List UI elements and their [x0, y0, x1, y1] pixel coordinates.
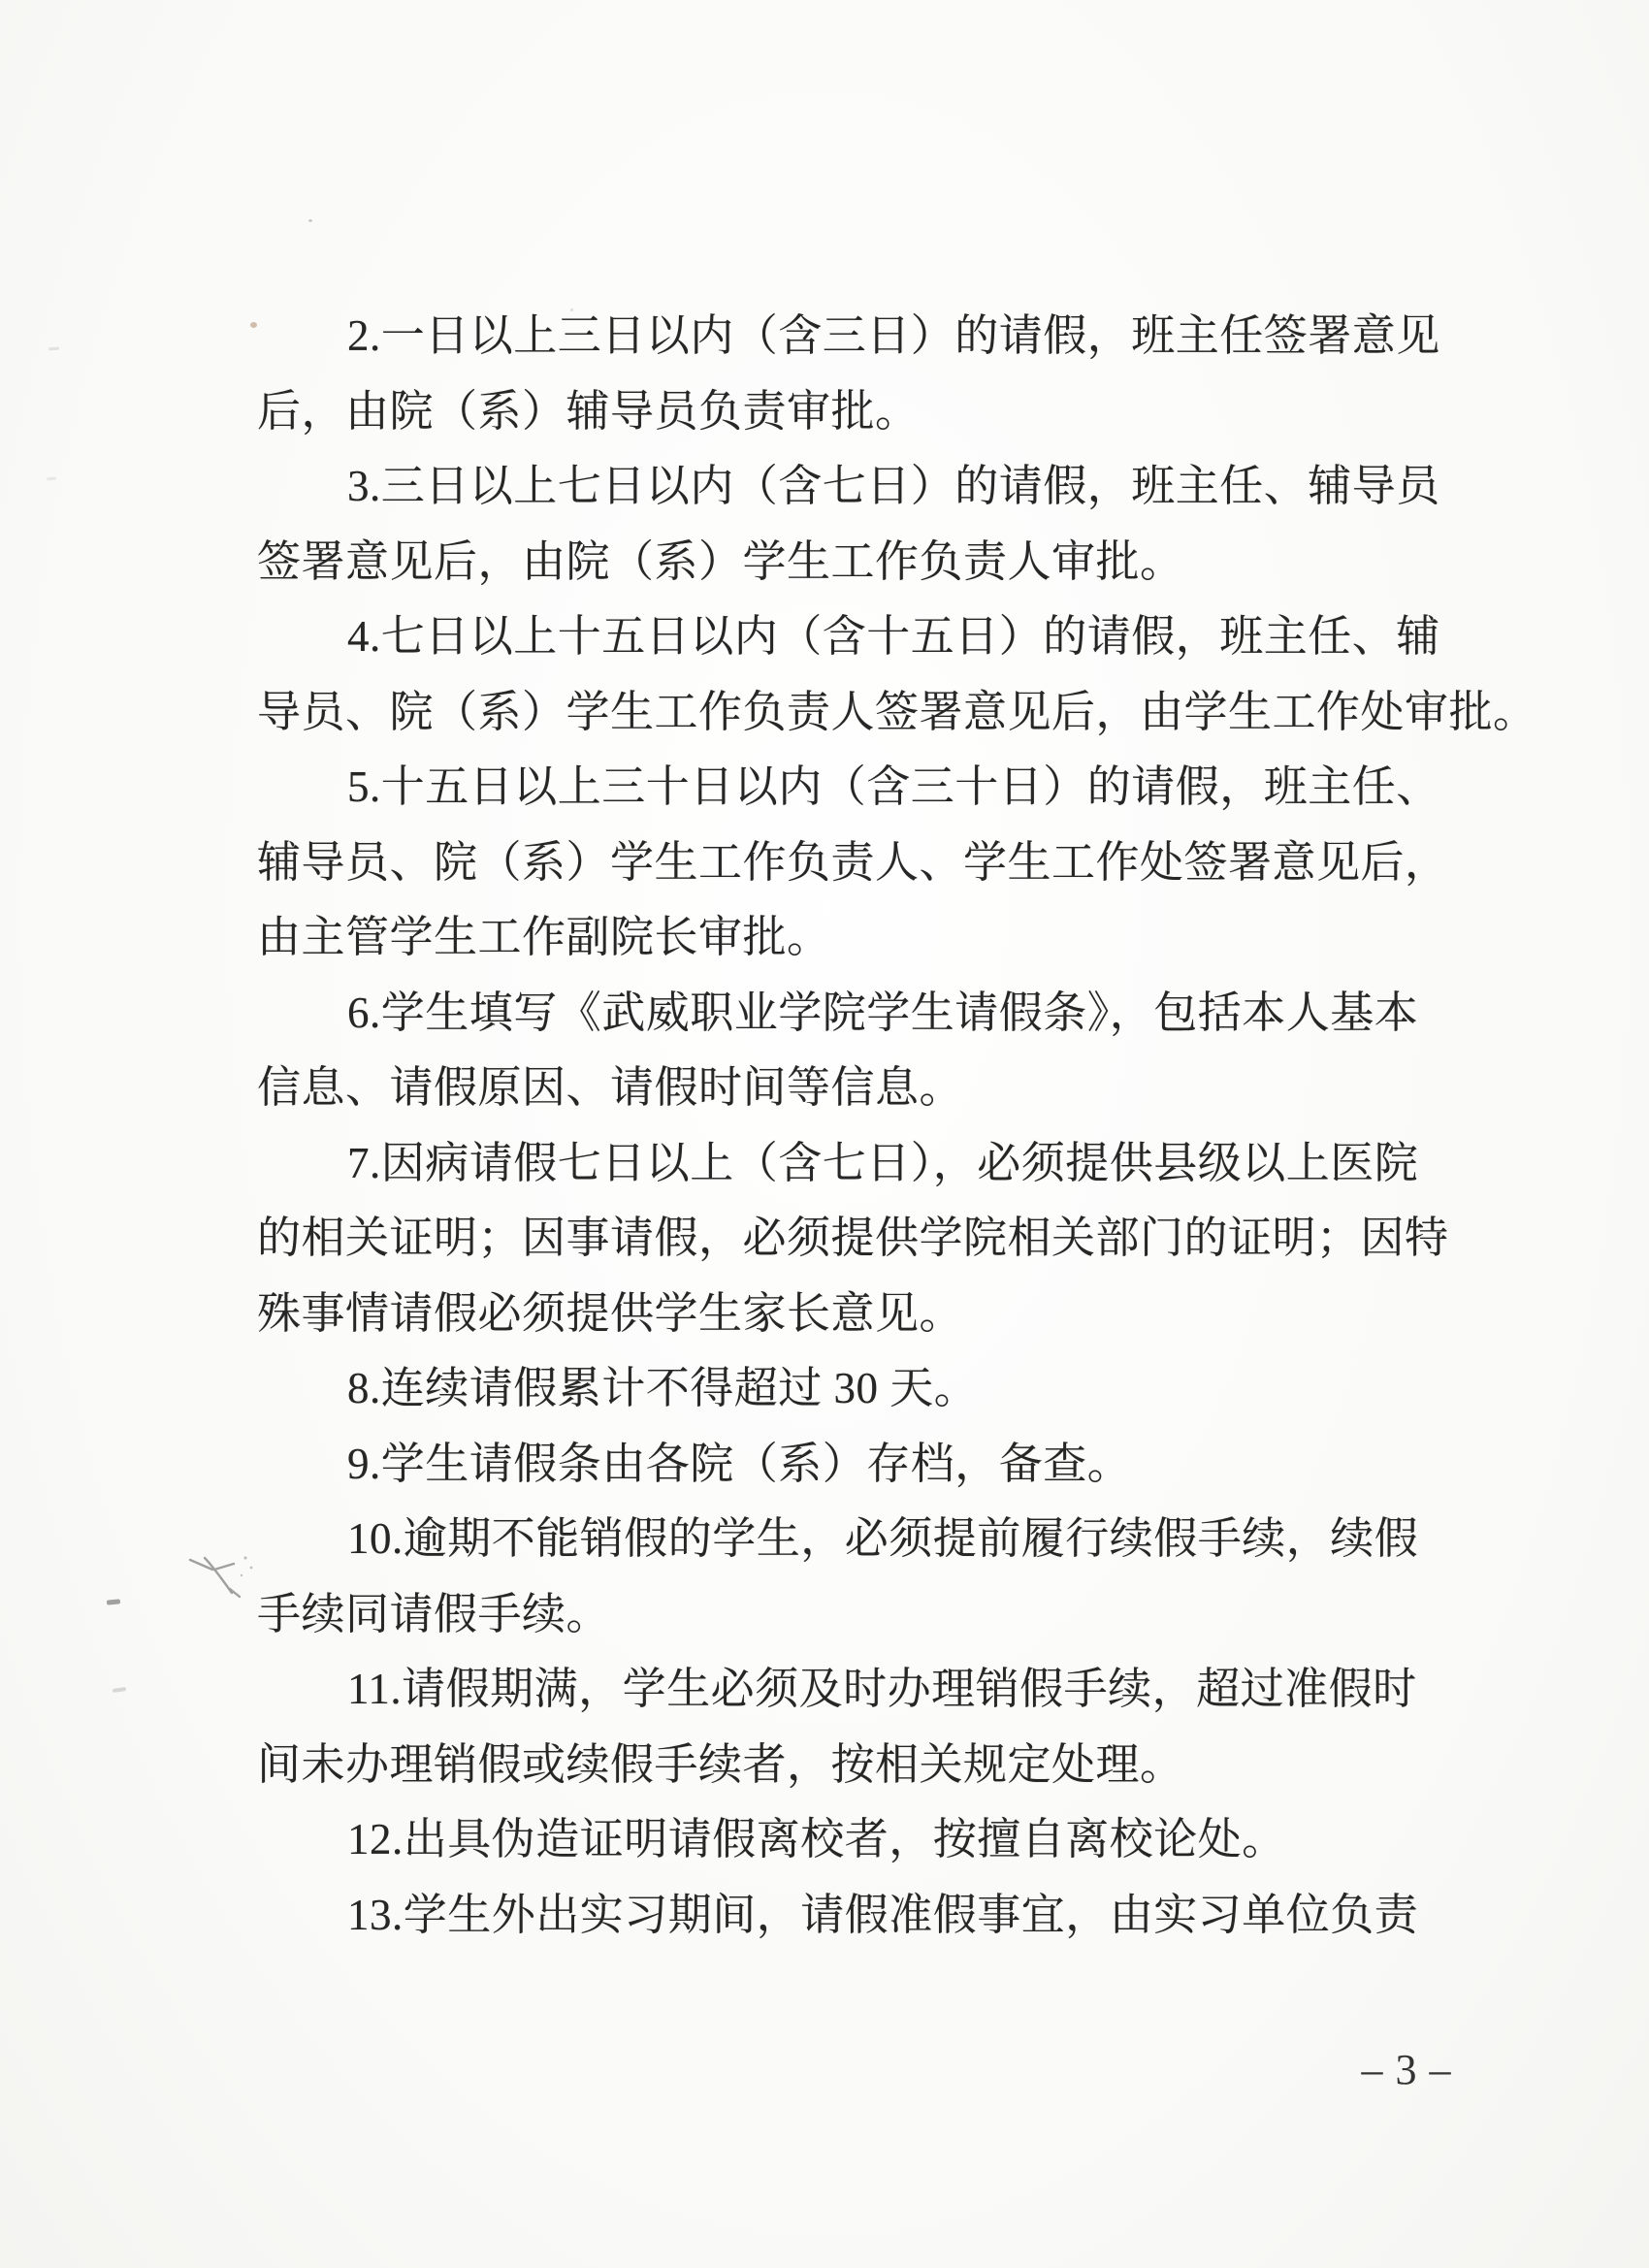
document-line: 2.一日以上三日以内（含三日）的请假，班主任签署意见 [347, 311, 1440, 360]
document-line: 9.学生请假条由各院（系）存档，备查。 [347, 1439, 1132, 1488]
document-body [0, 299, 1649, 1953]
document-line: 7.因病请假七日以上（含七日），必须提供县级以上医院 [347, 1138, 1419, 1187]
document-line: 8.连续请假累计不得超过 30 天。 [347, 1364, 979, 1412]
document-line: 5.十五日以上三十日以内（含三十日）的请假，班主任、 [347, 762, 1440, 811]
scan-speck [308, 219, 312, 222]
document-line: 手续同请假手续。 [257, 1589, 611, 1638]
page-number: – 3 – [1361, 2046, 1452, 2093]
document-line: 13.学生外出实习期间，请假准假事宜，由实习单位负责 [347, 1890, 1419, 1939]
scan-speck [250, 322, 257, 328]
document-line: 由主管学生工作副院长审批。 [257, 913, 831, 961]
document-line: 间未办理销假或续假手续者，按相关规定处理。 [257, 1739, 1184, 1789]
scan-speck [570, 308, 573, 311]
document-line: 殊事情请假必须提供学生家长意见。 [257, 1288, 964, 1338]
document-line: 签署意见后，由院（系）学生工作负责人审批。 [257, 536, 1184, 586]
pencil-scribble [187, 1550, 259, 1604]
document-line: 辅导员、院（系）学生工作负责人、学生工作处签署意见后， [257, 837, 1449, 887]
document-line: 信息、请假原因、请假时间等信息。 [257, 1063, 964, 1112]
document-line: 12.出具伪造证明请假离校者，按擅自离校论处。 [347, 1815, 1286, 1863]
document-line: 11.请假期满，学生必须及时办理销假手续，超过准假时 [347, 1665, 1417, 1713]
document-line: 6.学生填写《武威职业学院学生请假条》，包括本人基本 [347, 988, 1419, 1037]
document-line: 10.逾期不能销假的学生，必须提前履行续假手续，续假 [347, 1514, 1419, 1563]
document-line: 3.三日以上七日以内（含七日）的请假，班主任、辅导员 [347, 462, 1440, 510]
document-line: 后，由院（系）辅导员负责审批。 [257, 386, 920, 436]
document-line: 4.七日以上十五日以内（含十五日）的请假，班主任、辅 [347, 612, 1440, 661]
document-line: 的相关证明；因事请假，必须提供学院相关部门的证明；因特 [257, 1214, 1449, 1262]
document-line: 导员、院（系）学生工作负责人签署意见后，由学生工作处审批。 [257, 687, 1537, 736]
